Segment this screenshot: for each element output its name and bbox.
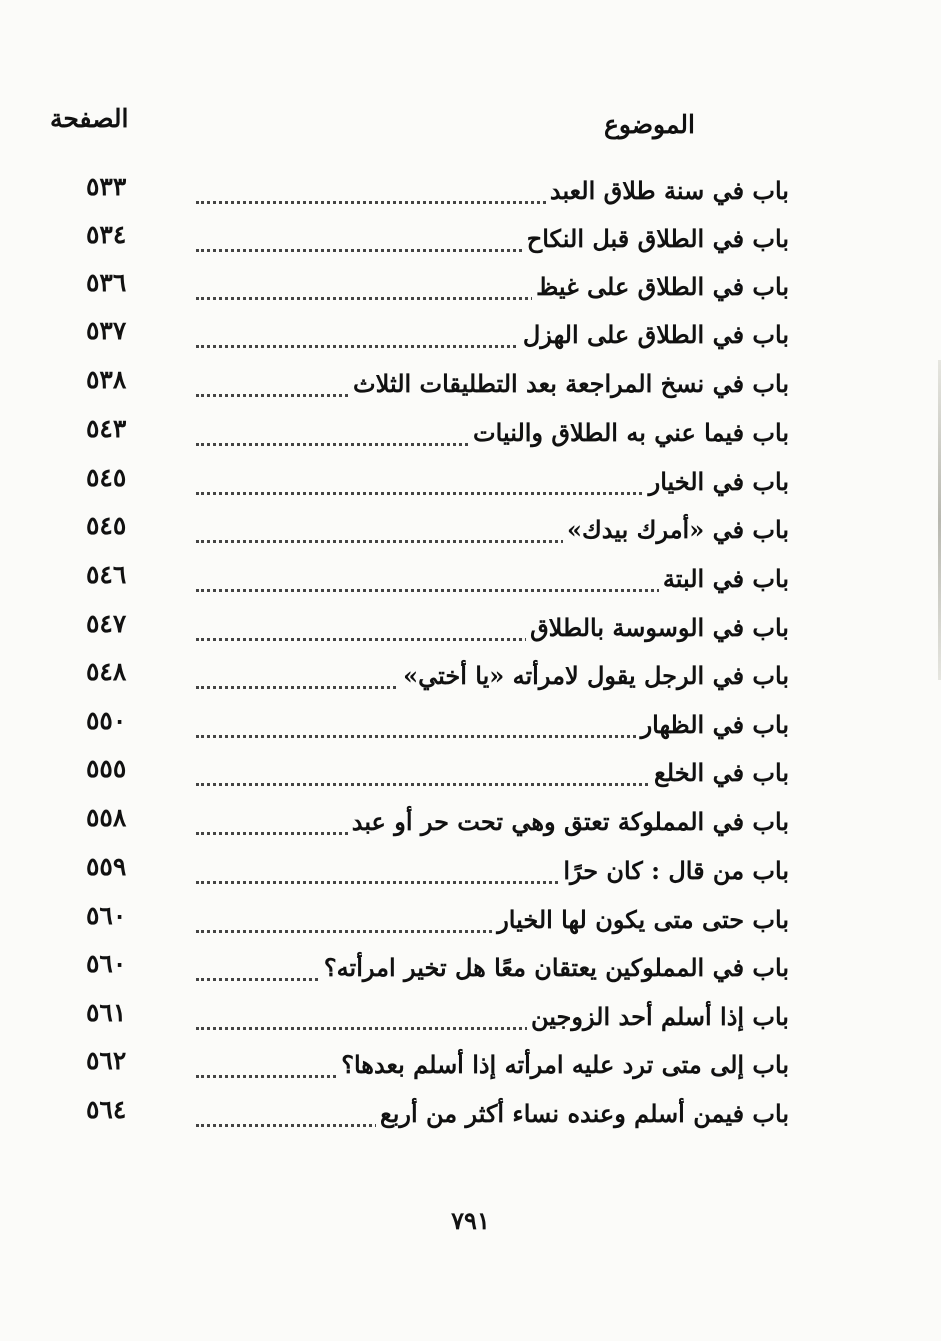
toc-entry[interactable]: [0, 459, 941, 507]
toc-entry[interactable]: [0, 1042, 941, 1090]
toc-entry[interactable]: [0, 702, 941, 750]
entry-page-number: ٥٣٦: [86, 268, 127, 297]
entry-title: باب في نسخ المراجعة بعد التطليقات الثلاث: [349, 369, 789, 398]
toc-entry[interactable]: [0, 410, 941, 458]
entry-page-number: ٥٥٨: [86, 803, 127, 832]
entry-page-number: ٥٤٦: [86, 560, 127, 589]
entry-page-number: ٥٥٠: [86, 706, 127, 735]
entry-page-number: ٥٣٧: [86, 316, 127, 345]
toc-entry[interactable]: [0, 361, 941, 409]
entry-page-number: ٥٤٧: [86, 609, 127, 638]
entry-title: باب في الخلع: [650, 758, 789, 787]
entry-page-number: ٥٤٣: [86, 414, 127, 443]
entry-page-number: ٥٥٥: [86, 754, 127, 783]
entry-page-number: ٥٤٥: [86, 511, 127, 540]
toc-entry[interactable]: [0, 312, 941, 360]
toc-entry[interactable]: [0, 750, 941, 798]
entry-title: باب في المملوكين يعتقان معًا هل تخير امرأته؟: [320, 953, 789, 982]
entry-title: باب في البتة: [659, 564, 789, 593]
toc-entry[interactable]: [0, 556, 941, 604]
entry-title: باب في الخيار: [645, 467, 789, 496]
entry-title: باب في الطلاق على الهزل: [519, 320, 789, 349]
entry-title: باب في الرجل يقول لامرأته «يا أختي»: [399, 661, 789, 690]
entry-page-number: ٥٦١: [86, 998, 127, 1027]
entry-title: باب في «أمرك بيدك»: [563, 515, 789, 544]
toc-entry[interactable]: [0, 264, 941, 312]
entry-title: باب فيمن أسلم وعنده نساء أكثر من أربع: [376, 1099, 789, 1128]
entry-title: باب فيما عني به الطلاق والنيات: [469, 418, 789, 447]
toc-entry[interactable]: [0, 653, 941, 701]
toc-entry[interactable]: [0, 216, 941, 264]
entry-page-number: ٥٦٤: [86, 1095, 127, 1124]
entry-page-number: ٥٦٠: [86, 949, 127, 978]
toc-entry[interactable]: [0, 799, 941, 847]
toc-entry[interactable]: [0, 848, 941, 896]
topic-column-heading: الموضوع: [604, 110, 695, 139]
entry-title: باب من قال : كان حرًا: [559, 856, 789, 885]
entry-title: باب في المملوكة تعتق وهي تحت حر أو عبد: [348, 807, 789, 836]
entry-title: باب في الظهار: [637, 710, 789, 739]
page-number-footer: ٧٩١: [451, 1206, 490, 1235]
entry-title: باب في الطلاق قبل النكاح: [523, 224, 789, 253]
toc-entry[interactable]: [0, 897, 941, 945]
toc-entry[interactable]: [0, 1091, 941, 1139]
entry-title: باب حتى متى يكون لها الخيار: [493, 905, 789, 934]
toc-entry[interactable]: [0, 605, 941, 653]
toc-entry[interactable]: [0, 994, 941, 1042]
entry-title: باب في الوسوسة بالطلاق: [526, 613, 789, 642]
entry-page-number: ٥٤٨: [86, 657, 127, 686]
entry-page-number: ٥٣٨: [86, 365, 127, 394]
entry-page-number: ٥٤٥: [86, 463, 127, 492]
entry-page-number: ٥٦٢: [86, 1046, 127, 1075]
toc-entry[interactable]: [0, 168, 941, 216]
entry-page-number: ٥٣٣: [86, 172, 127, 201]
entry-page-number: ٥٥٩: [86, 852, 127, 881]
toc-header: [0, 104, 941, 154]
entry-page-number: ٥٣٤: [86, 220, 127, 249]
entry-title: باب إذا أسلم أحد الزوجين: [527, 1002, 789, 1031]
entry-title: باب في الطلاق على غيظ: [532, 272, 789, 301]
entry-title: باب في سنة طلاق العبد: [546, 176, 789, 205]
entry-page-number: ٥٦٠: [86, 901, 127, 930]
toc-entry[interactable]: [0, 507, 941, 555]
entry-title: باب إلى متى ترد عليه امرأته إذا أسلم بعدها؟: [337, 1050, 789, 1079]
toc-entry[interactable]: [0, 945, 941, 993]
page-column-heading: الصفحة: [50, 104, 129, 133]
